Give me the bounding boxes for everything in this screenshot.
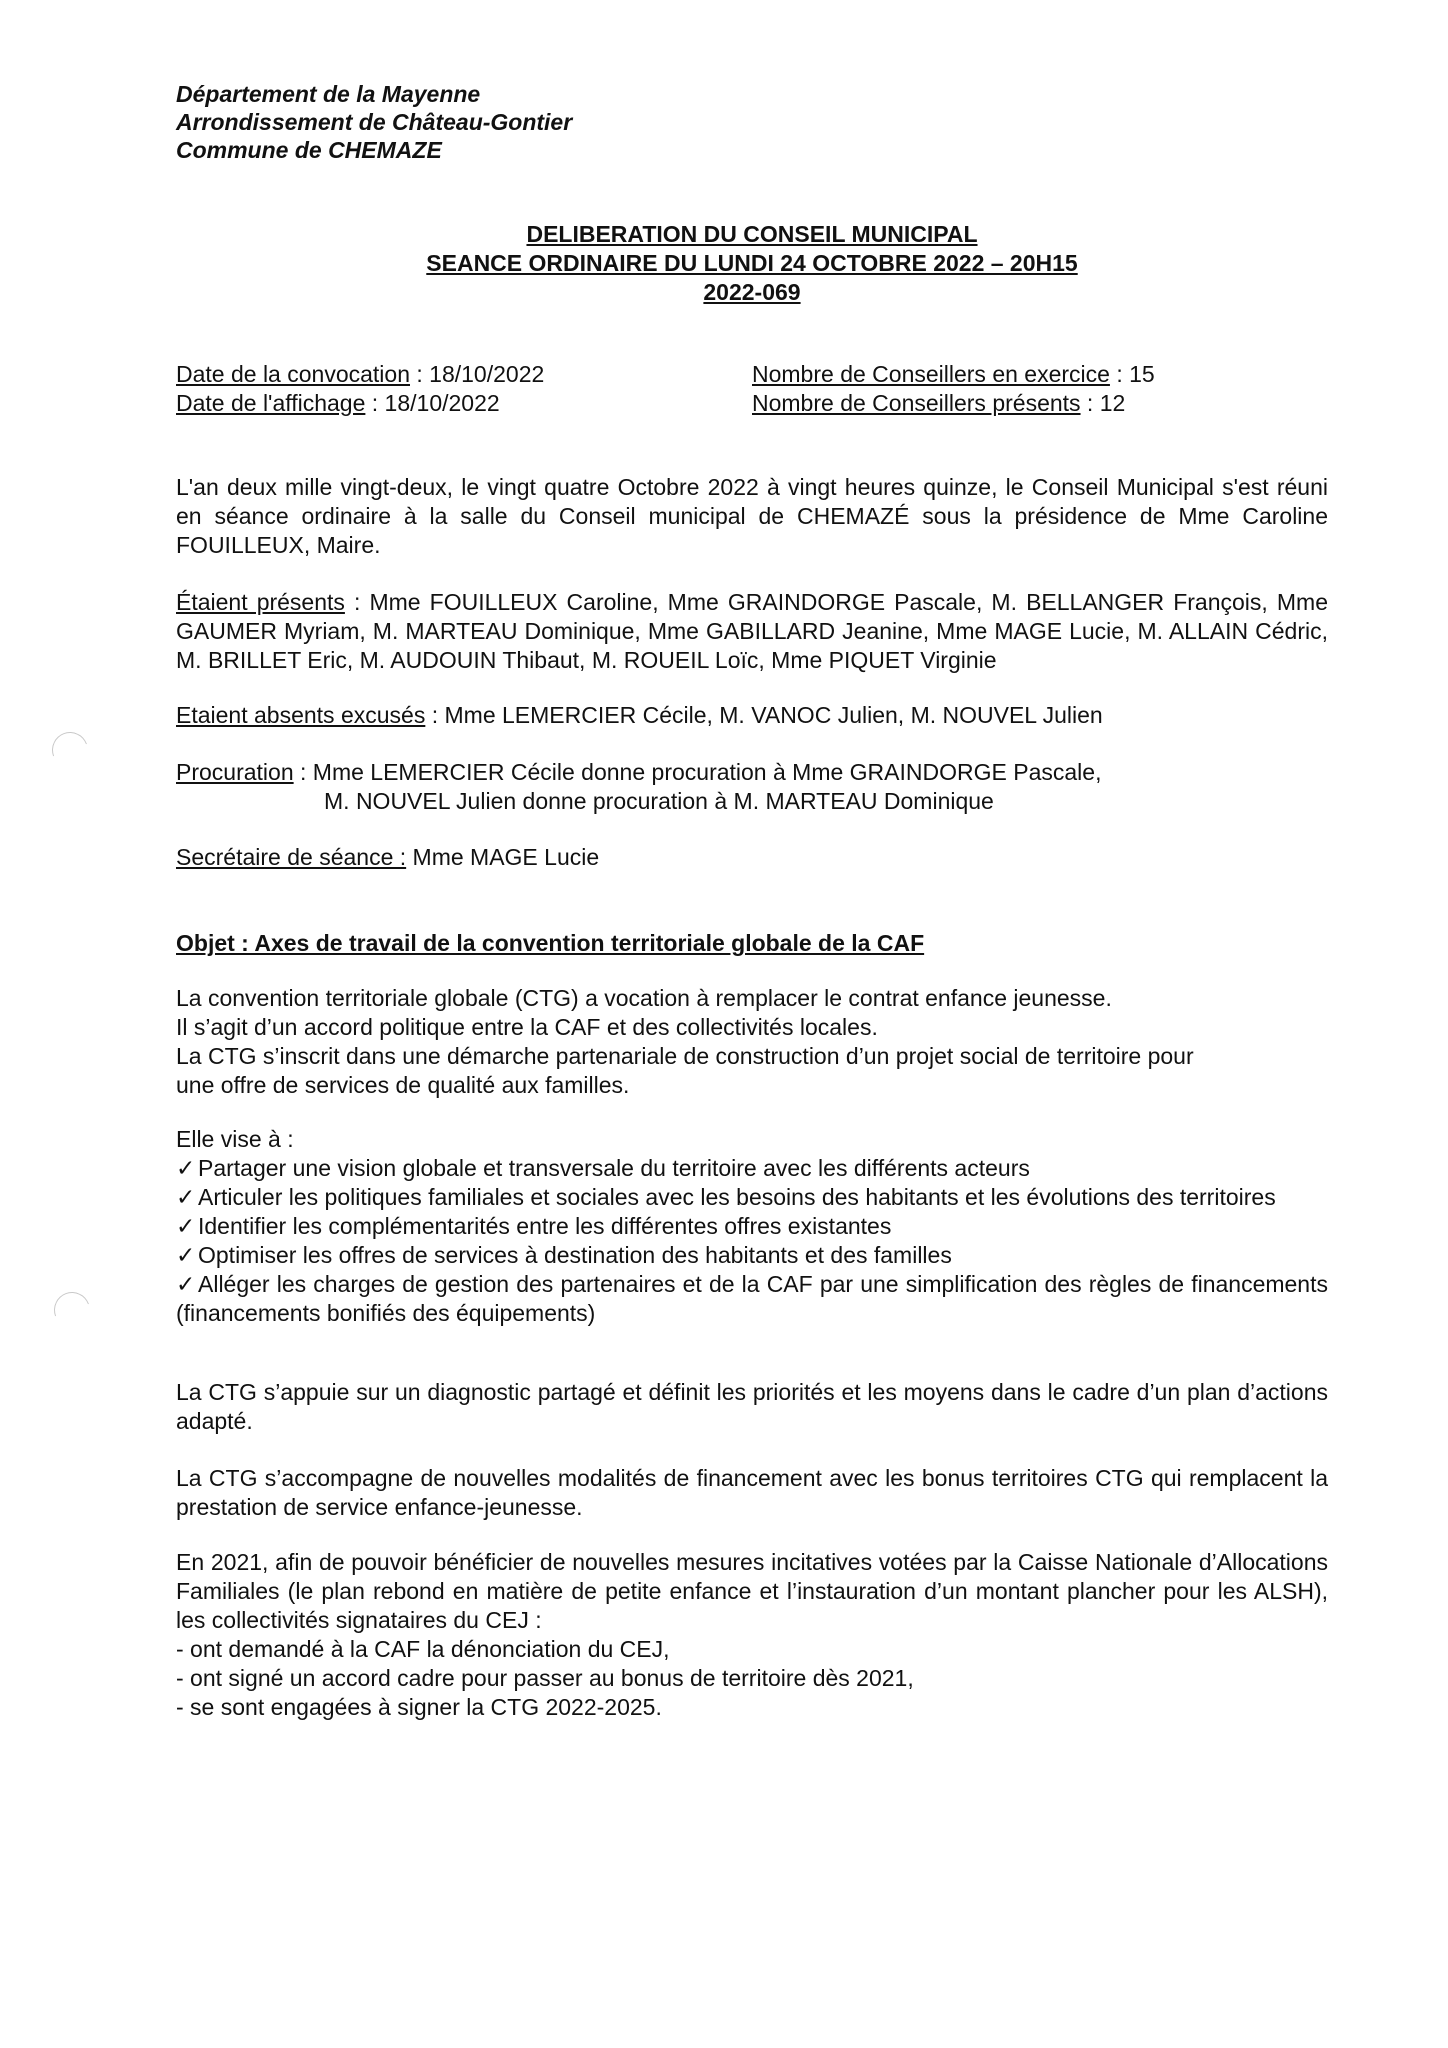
checkmark-icon: ✓ — [176, 1213, 196, 1239]
presents-count-label: Nombre de Conseillers présents — [752, 390, 1081, 416]
checkmark-icon: ✓ — [176, 1184, 196, 1210]
vise-item-text: Partager une vision globale et transversale du territoire avec les différents acteurs — [198, 1155, 1030, 1181]
diagnostic-paragraph: La CTG s’appuie sur un diagnostic partagé et définit les priorités et les moyens dans le cadre d’un plan d’actions adapté. — [176, 1379, 1328, 1434]
vise-item — [176, 1241, 1328, 1270]
presents-label: Étaient présents — [176, 589, 345, 615]
vise-item — [176, 1270, 1328, 1328]
vise-item — [176, 1183, 1328, 1212]
ctg-line-2: Il s’agit d’un accord politique entre la CAF et des collectivités locales. — [176, 1014, 878, 1040]
secretaire-paragraph — [176, 843, 1328, 872]
absents-label: Etaient absents excusés — [176, 702, 426, 728]
ctg-paragraph — [176, 984, 1328, 1100]
intro-paragraph: L'an deux mille vingt-deux, le vingt quatre Octobre 2022 à vingt heures quinze, le Conseil Municipal s'est réuni en séance ordinaire à la salle du Conseil municipal de CHEMAZÉ sous la présidence de Mme Caroline FOUILLEUX, Maire. — [176, 474, 1328, 558]
vise-intro: Elle vise à : — [176, 1126, 294, 1152]
vise-item-text: Alléger les charges de gestion des partenaires et de la CAF par une simplification des règles de financements (financements bonifiés des équipements) — [176, 1271, 1328, 1326]
checkmark-icon: ✓ — [176, 1155, 196, 1181]
exercice-label: Nombre de Conseillers en exercice — [752, 361, 1110, 387]
punch-hole-mark — [48, 1286, 96, 1334]
header-arrondissement: Arrondissement de Château-Gontier — [176, 109, 573, 135]
convocation-value: : 18/10/2022 — [410, 361, 545, 387]
presents-paragraph — [176, 588, 1328, 675]
vise-item — [176, 1154, 1328, 1183]
ctg-line-1: La convention territoriale globale (CTG) a vocation à remplacer le contrat enfance jeunesse. — [176, 985, 1112, 1011]
vise-section — [176, 1125, 1328, 1328]
vise-item-text: Articuler les politiques familiales et sociales avec les besoins des habitants et les évolutions des territoires — [198, 1184, 1276, 1210]
vise-item-text: Identifier les complémentarités entre les différentes offres existantes — [198, 1213, 892, 1239]
vise-item-text: Optimiser les offres de services à destination des habitants et des familles — [198, 1242, 952, 1268]
financement-paragraph: La CTG s’accompagne de nouvelles modalités de financement avec les bonus territoires CTG qui remplacent la prestation de service enfance-jeunesse. — [176, 1465, 1328, 1520]
affichage-value: : 18/10/2022 — [365, 390, 500, 416]
absents-list: : Mme LEMERCIER Cécile, M. VANOC Julien, M. NOUVEL Julien — [425, 702, 1103, 728]
document-header — [176, 80, 572, 164]
year-2021-item: - ont signé un accord cadre pour passer au bonus de territoire dès 2021, — [176, 1665, 914, 1691]
title-seance: SEANCE ORDINAIRE DU LUNDI 24 OCTOBRE 2022 – 20H15 — [426, 250, 1078, 276]
meeting-info — [176, 360, 1328, 418]
convocation-label: Date de la convocation — [176, 361, 410, 387]
year-2021-paragraph: En 2021, afin de pouvoir bénéficier de nouvelles mesures incitatives votées par la Caisse Nationale d’Allocations Familiales (le plan rebond en matière de petite enfance et l’instauration d’un montant plancher pour les ALSH), les collectivités signataires du CEJ : — [176, 1549, 1328, 1633]
ctg-line-4: une offre de services de qualité aux familles. — [176, 1072, 630, 1098]
affichage-label: Date de l'affichage — [176, 390, 366, 416]
exercice-value: : 15 — [1109, 361, 1155, 387]
punch-hole-mark — [46, 726, 94, 774]
year-2021-section — [176, 1548, 1328, 1722]
header-commune: Commune de CHEMAZE — [176, 137, 442, 163]
absents-paragraph — [176, 701, 1328, 730]
objet-heading: Objet : Axes de travail de la convention territoriale globale de la CAF — [176, 930, 925, 956]
procuration-paragraph — [176, 758, 1328, 816]
document-title — [176, 220, 1328, 307]
secretaire-name: Mme MAGE Lucie — [406, 844, 600, 870]
procuration-line1: : Mme LEMERCIER Cécile donne procuration à Mme GRAINDORGE Pascale, — [293, 759, 1102, 785]
vise-item — [176, 1212, 1328, 1241]
presents-count-value: : 12 — [1080, 390, 1126, 416]
checkmark-icon: ✓ — [176, 1242, 196, 1268]
header-department: Département de la Mayenne — [176, 81, 481, 107]
presents-list: : Mme FOUILLEUX Caroline, Mme GRAINDORGE Pascale, M. BELLANGER François, Mme GAUMER Myriam, M. MARTEAU Dominique, Mme GABILLARD Jeanine, Mme MAGE Lucie, M. ALLAIN Cédric, M. BRILLET Eric, M. AUDOUIN Thibaut, M. ROUEIL Loïc, Mme PIQUET Virginie — [176, 589, 1328, 673]
procuration-line2: M. NOUVEL Julien donne procuration à M. MARTEAU Dominique — [324, 788, 994, 814]
title-deliberation: DELIBERATION DU CONSEIL MUNICIPAL — [526, 221, 978, 247]
year-2021-item: - se sont engagées à signer la CTG 2022-2025. — [176, 1694, 662, 1720]
ctg-line-3: La CTG s’inscrit dans une démarche partenariale de construction d’un projet social de territoire pour — [176, 1043, 1194, 1069]
procuration-label: Procuration — [176, 759, 294, 785]
checkmark-icon: ✓ — [176, 1271, 196, 1297]
title-number: 2022-069 — [703, 279, 801, 305]
secretaire-label: Secrétaire de séance : — [176, 844, 407, 870]
year-2021-item: - ont demandé à la CAF la dénonciation du CEJ, — [176, 1636, 670, 1662]
